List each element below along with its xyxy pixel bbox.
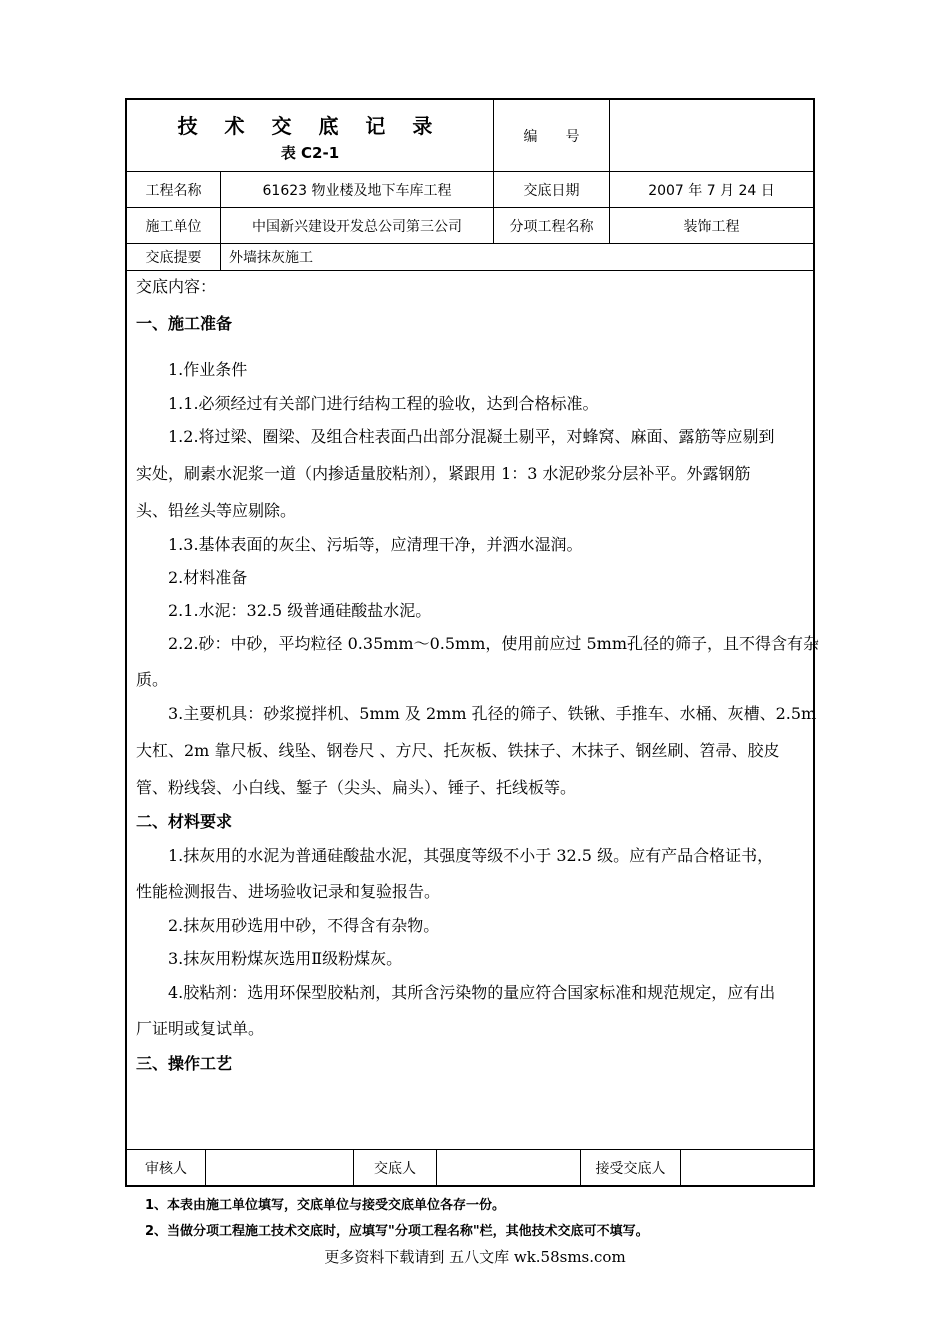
- presenter-field[interactable]: [437, 1150, 580, 1186]
- content-line: 4.胶粘剂：选用环保型胶粘剂，其所含污染物的量应符合国家标准和规范规定，应有出: [168, 983, 776, 1002]
- code-label: 编 号: [523, 128, 580, 145]
- content-line: 2.2.砂：中砂，平均粒径 0.35mm～0.5mm，使用前应过 5mm孔径的筛子，且不得含有杂: [168, 634, 819, 653]
- content-line: 实处，刷素水泥浆一道（内掺适量胶粘剂），紧跟用 1：3 水泥砂浆分层补平。外露钢筋: [136, 464, 751, 483]
- reviewer-field[interactable]: [206, 1150, 353, 1186]
- form-number: 表 C2-1: [280, 144, 340, 162]
- receiver-label: 接受交底人: [595, 1161, 666, 1177]
- presenter-label: 交底人: [374, 1161, 416, 1177]
- content-line: 3.主要机具：砂浆搅拌机、5mm 及 2mm 孔径的筛子、铁锹、手推车、水桶、灰槽、2.5m: [168, 704, 817, 723]
- reviewer-label: 审核人: [145, 1161, 187, 1177]
- content-line: 厂证明或复试单。: [136, 1019, 265, 1038]
- code-value[interactable]: [610, 100, 813, 171]
- content-line: 1.抹灰用的水泥为普通硅酸盐水泥，其强度等级不小于 32.5 级。应有产品合格证书，: [168, 846, 774, 865]
- content-line: 性能检测报告、进场验收记录和复验报告。: [136, 882, 441, 901]
- note-line: 2、当做分项工程施工技术交底时，应填写"分项工程名称"栏，其他技术交底可不填写。: [145, 1224, 649, 1239]
- sub-project-value[interactable]: 装饰工程: [683, 218, 740, 235]
- section-heading: 二、材料要求: [136, 812, 233, 831]
- receiver-field[interactable]: [681, 1150, 813, 1186]
- date-label: 交底日期: [523, 182, 580, 199]
- note-line: 1、本表由施工单位填写，交底单位与接受交底单位各存一份。: [145, 1198, 506, 1213]
- date-value[interactable]: 2007 年 7 月 24 日: [648, 182, 775, 199]
- unit-value[interactable]: 中国新兴建设开发总公司第三公司: [252, 218, 462, 235]
- unit-label: 施工单位: [145, 218, 202, 235]
- content-line: 2.材料准备: [168, 568, 248, 587]
- content-line: 1.3.基体表面的灰尘、污垢等，应清理干净，并洒水湿润。: [168, 535, 583, 554]
- content-line: 1.作业条件: [168, 360, 248, 379]
- content-line: 头、铅丝头等应剔除。: [136, 501, 297, 520]
- content-line: 3.抹灰用粉煤灰选用Ⅱ级粉煤灰。: [168, 949, 403, 968]
- form-title: 技 术 交 底 记 录: [177, 114, 443, 138]
- content-line: 1.2.将过梁、圈梁、及组合柱表面凸出部分混凝土剔平，对蜂窝、麻面、露筋等应剔到: [168, 427, 775, 446]
- content-line: 2.1.水泥：32.5 级普通硅酸盐水泥。: [168, 601, 432, 620]
- rule-row3-bottom: [126, 270, 814, 271]
- content-intro: 交底内容：: [136, 277, 217, 296]
- summary-label: 交底提要: [145, 250, 202, 266]
- content-line: 1.1.必须经过有关部门进行结构工程的验收，达到合格标准。: [168, 394, 599, 413]
- summary-value[interactable]: 外墙抹灰施工: [229, 250, 313, 266]
- section-heading: 三、操作工艺: [136, 1054, 233, 1073]
- footer-text: 更多资料下载请到 五八文库 wk.58sms.com: [324, 1248, 626, 1266]
- content-line: 2.抹灰用砂选用中砂，不得含有杂物。: [168, 916, 440, 935]
- project-name-value[interactable]: 61623 物业楼及地下车库工程: [262, 182, 452, 199]
- project-name-label: 工程名称: [145, 182, 202, 199]
- content-line: 管、粉线袋、小白线、錾子（尖头、扁头）、锤子、托线板等。: [136, 778, 577, 797]
- content-line: 大杠、2m 靠尺板、线坠、钢卷尺 、方尺、托灰板、铁抹子、木抹子、钢丝刷、笤帚、胶皮: [136, 741, 780, 760]
- section-heading: 一、施工准备: [136, 314, 233, 333]
- sub-project-label: 分项工程名称: [509, 218, 594, 235]
- content-line: 质。: [136, 670, 169, 689]
